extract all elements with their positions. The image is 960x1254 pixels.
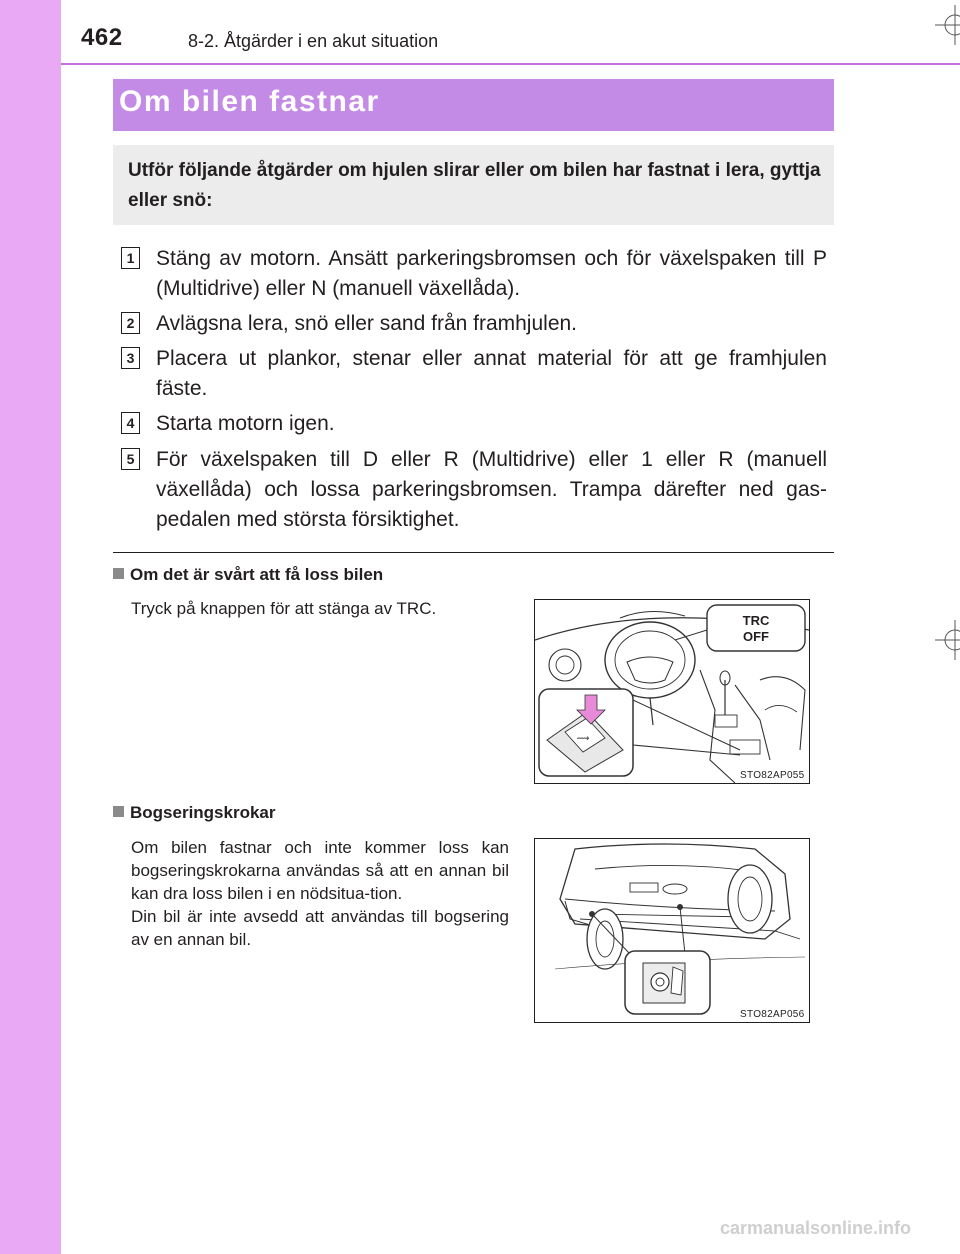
watermark: carmanualsonline.info: [720, 1218, 912, 1238]
header-rule: [61, 63, 960, 65]
svg-text:⟿: ⟿: [576, 734, 590, 744]
figure-code: STO82AP055: [740, 770, 805, 781]
step-number-badge: 5: [121, 448, 140, 470]
intro-text: Utför följande åtgärder om hjulen slirar eller om bilen har fastnat i lera, gyttja eller snö:: [128, 160, 821, 211]
trc-label-line2: OFF: [743, 629, 769, 644]
step-text: Stäng av motorn. Ansätt parkeringsbromsen och för växelspaken till P (Multidrive) eller N (manuell växellåda).: [156, 247, 827, 300]
page-number: 462: [81, 24, 123, 51]
step-number-badge: 4: [121, 412, 140, 434]
subheading-text: Bogseringskrokar: [130, 803, 276, 822]
section-reference: 8-2. Åtgärder i en akut situation: [188, 31, 439, 51]
figure-trc-switch: [534, 599, 810, 784]
figure-towing-hooks: [534, 838, 810, 1023]
body-text-trc: Tryck på knappen för att stänga av TRC.: [131, 599, 437, 618]
dashboard-illustration-icon: [535, 600, 809, 783]
page-header: [61, 0, 960, 64]
step-text: Avlägsna lera, snö eller sand från framhjulen.: [156, 312, 578, 335]
body-paragraph: Din bil är inte avsedd att användas till bogsering av en annan bil.: [131, 907, 509, 949]
subheading-trc: [113, 565, 383, 585]
body-paragraph: Om bilen fastnar och inte kommer loss kan bogseringskrokarna användas så att en annan bil kan dra loss bilen i en nödsitua-tion.: [131, 838, 509, 903]
step-number-badge: 3: [121, 347, 140, 369]
step-text: För växelspaken till D eller R (Multidrive) eller 1 eller R (manuell växellåda) och lossa parkeringsbromsen. Trampa därefter ned gas-pedalen med största försiktighet.: [156, 448, 827, 531]
chapter-tab-band: [0, 0, 61, 1254]
square-bullet-icon: [113, 568, 124, 579]
subheading-text: Om det är svårt att få loss bilen: [130, 565, 384, 584]
step-number-badge: 2: [121, 312, 140, 334]
step-number-badge: 1: [121, 247, 140, 269]
car-underside-illustration-icon: [535, 839, 809, 1022]
page-title: Om bilen fastnar: [119, 85, 380, 118]
trc-label-line1: TRC: [742, 613, 770, 628]
step-text: Placera ut plankor, stenar eller annat material för att ge framhjulen fäste.: [156, 347, 827, 400]
section-title-box: [113, 79, 834, 131]
intro-box: [113, 145, 834, 225]
crop-mark-icon: [930, 620, 960, 660]
crop-mark-icon: [930, 5, 960, 45]
subheading-towing-hooks: [113, 803, 276, 823]
body-text-towing: [131, 836, 509, 951]
square-bullet-icon: [113, 806, 124, 817]
step-text: Starta motorn igen.: [156, 412, 335, 435]
figure-code: STO82AP056: [740, 1009, 805, 1020]
section-divider: [113, 552, 834, 553]
